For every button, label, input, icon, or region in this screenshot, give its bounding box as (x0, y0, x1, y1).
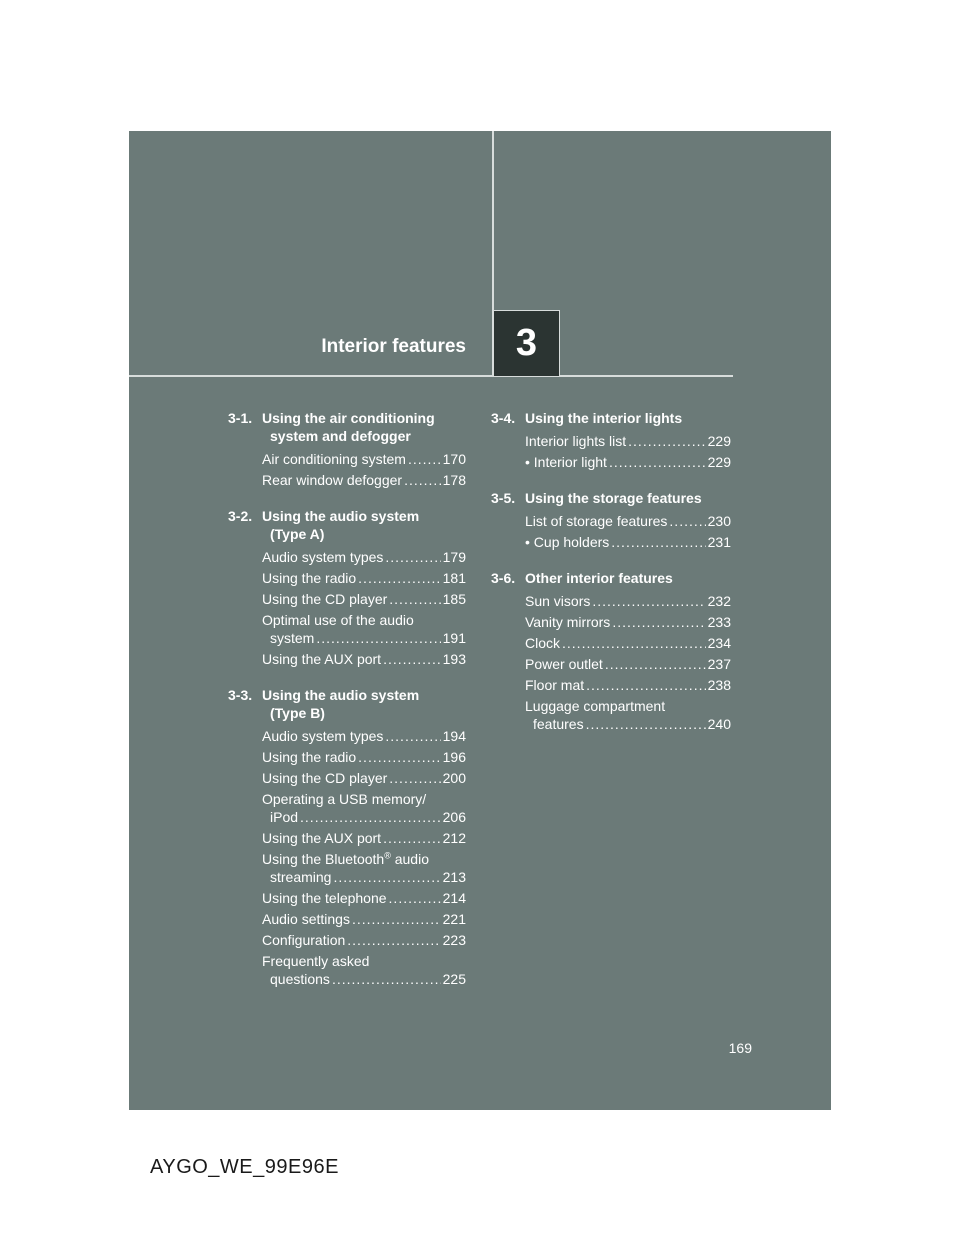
section-title (525, 569, 731, 587)
entry-page-number: 237 (707, 656, 731, 672)
toc-section (228, 409, 466, 489)
chapter-title: Interior features (321, 336, 466, 357)
entry-row (525, 533, 731, 551)
leader-dots (385, 727, 440, 745)
toc-right-column (491, 409, 731, 751)
leader-dots (389, 889, 441, 907)
entry-title: Power outlet (525, 656, 603, 672)
entry-page-number: 213 (442, 869, 466, 885)
section-title-line: Using the interior lights (525, 410, 683, 426)
entry-title: Audio system types (262, 728, 384, 744)
entry-page-number: 212 (442, 830, 466, 846)
entry-title: • Interior light (525, 454, 607, 470)
section-title-line: Other interior features (525, 570, 673, 586)
entry-row (262, 889, 466, 907)
entry-title: Sun visors (525, 593, 591, 609)
leader-dots (389, 590, 440, 608)
entry-page-number: 238 (707, 677, 731, 693)
entry-page-number: 229 (707, 433, 731, 449)
leader-dots (612, 613, 705, 631)
leader-dots (389, 769, 440, 787)
toc-entry[interactable] (262, 931, 466, 949)
toc-entry[interactable] (262, 569, 466, 587)
entry-title: questions (270, 971, 330, 987)
entry-title-part: Operating a USB memory/ (262, 791, 427, 807)
entry-title-part: Using the Bluetooth (262, 851, 385, 867)
leader-dots (611, 533, 705, 551)
leader-dots (592, 592, 705, 610)
section-heading (228, 409, 466, 445)
toc-entry[interactable] (262, 829, 466, 847)
entry-title: iPod (270, 809, 299, 825)
toc-section (491, 409, 731, 471)
entry-title: Vanity mirrors (525, 614, 611, 630)
leader-dots (609, 453, 706, 471)
entry-row (262, 650, 466, 668)
leader-dots (347, 931, 440, 949)
entry-title: Using the CD player (262, 591, 388, 607)
section-title (525, 409, 731, 427)
entry-page-number: 170 (442, 451, 466, 467)
toc-entry[interactable] (525, 533, 731, 551)
entry-title: Configuration (262, 932, 346, 948)
toc-entry[interactable] (262, 590, 466, 608)
toc-entry[interactable] (262, 889, 466, 907)
entry-page-number: 234 (707, 635, 731, 651)
entry-title-part: Luggage compartment (525, 698, 666, 714)
section-number: 3-3. (228, 687, 253, 703)
entry-page-number: 185 (442, 591, 466, 607)
leader-dots (404, 471, 441, 489)
entry-page-number: 229 (707, 454, 731, 470)
entry-page-number: 225 (442, 971, 466, 987)
entry-row (262, 727, 466, 745)
entry-page-number: 200 (442, 770, 466, 786)
registered-mark: ® (384, 850, 391, 861)
entry-page-number: 196 (442, 749, 466, 765)
entry-page-number: 223 (442, 932, 466, 948)
leader-dots (316, 629, 440, 647)
entry-page-number: 179 (442, 549, 466, 565)
toc-entry[interactable] (525, 655, 731, 673)
leader-dots (562, 634, 706, 652)
section-heading (491, 409, 731, 427)
toc-entry[interactable] (262, 850, 466, 886)
entry-title: system (270, 630, 315, 646)
leader-dots (383, 829, 441, 847)
section-heading (491, 569, 731, 587)
section-number: 3-2. (228, 508, 253, 524)
entry-page-number: 240 (707, 716, 731, 732)
entry-title-part: Frequently asked (262, 953, 370, 969)
toc-entry[interactable] (262, 727, 466, 745)
entry-title: Using the AUX port (262, 651, 382, 667)
toc-section (491, 489, 731, 551)
entry-row (262, 471, 466, 489)
entry-title: streaming (270, 869, 332, 885)
section-heading (491, 489, 731, 507)
entry-row (525, 715, 731, 733)
leader-dots (385, 548, 440, 566)
entry-title: Using the CD player (262, 770, 388, 786)
entry-page-number: 214 (442, 890, 466, 906)
entry-row (262, 910, 466, 928)
entry-title: Floor mat (525, 677, 585, 693)
entry-row (525, 613, 731, 631)
leader-dots (332, 970, 441, 988)
entry-page-number: 178 (442, 472, 466, 488)
leader-dots (628, 432, 705, 450)
entry-page-number: 206 (442, 809, 466, 825)
entry-title-line (525, 697, 731, 715)
entry-page-number: 233 (707, 614, 731, 630)
entry-row (262, 808, 466, 826)
toc-entry[interactable] (262, 471, 466, 489)
section-title-line: (Type B) (270, 705, 325, 721)
entry-title-line (262, 611, 466, 629)
entry-row (262, 748, 466, 766)
toc-entry[interactable] (525, 613, 731, 631)
entry-row (262, 769, 466, 787)
footer-code: AYGO_WE_99E96E (150, 1156, 339, 1178)
section-title-line: Using the storage features (525, 490, 702, 506)
toc-entry[interactable] (262, 769, 466, 787)
entry-title: List of storage features (525, 513, 668, 529)
leader-dots (358, 569, 440, 587)
leader-dots (586, 676, 706, 694)
section-number: 3-4. (491, 410, 516, 426)
entry-row (262, 629, 466, 647)
section-heading (228, 686, 466, 722)
toc-entry[interactable] (525, 512, 731, 530)
toc-entry[interactable] (525, 676, 731, 694)
entry-title: Using the AUX port (262, 830, 382, 846)
toc-entry[interactable] (262, 952, 466, 988)
toc-entry[interactable] (525, 634, 731, 652)
entry-title: Audio settings (262, 911, 350, 927)
entry-title: Interior lights list (525, 433, 627, 449)
entry-row (525, 634, 731, 652)
section-title-line: Using the air conditioning (262, 410, 435, 426)
toc-entry[interactable] (262, 611, 466, 647)
leader-dots (669, 512, 705, 530)
entry-page-number: 181 (442, 570, 466, 586)
entry-title: Audio system types (262, 549, 384, 565)
toc-entry[interactable] (262, 790, 466, 826)
entry-row (262, 590, 466, 608)
toc-entry[interactable] (262, 650, 466, 668)
page-number: 169 (728, 1040, 752, 1056)
entry-row (525, 512, 731, 530)
section-title (262, 409, 466, 445)
toc-entry[interactable] (262, 450, 466, 468)
section-title (262, 686, 466, 722)
toc-left-column (228, 409, 466, 1006)
entry-row (262, 931, 466, 949)
horizontal-rule (129, 375, 733, 377)
entry-row (262, 450, 466, 468)
chapter-number-tab (493, 310, 560, 376)
section-number: 3-5. (491, 490, 516, 506)
chapter-number: 3 (515, 322, 538, 364)
leader-dots (352, 910, 441, 928)
entry-row (262, 868, 466, 886)
toc-entry[interactable] (525, 432, 731, 450)
entry-title: Air conditioning system (262, 451, 406, 467)
entry-row (262, 548, 466, 566)
entry-row (525, 655, 731, 673)
section-title-line: (Type A) (270, 526, 325, 542)
leader-dots (333, 868, 440, 886)
toc-entry[interactable] (262, 748, 466, 766)
entry-row (525, 592, 731, 610)
entry-page-number: 221 (442, 911, 466, 927)
toc-entry[interactable] (262, 548, 466, 566)
leader-dots (605, 655, 706, 673)
section-title (262, 507, 466, 543)
entry-page-number: 194 (442, 728, 466, 744)
entry-title: Clock (525, 635, 561, 651)
section-title-line: Using the audio system (262, 508, 420, 524)
entry-title: Using the radio (262, 570, 357, 586)
toc-section (228, 686, 466, 988)
leader-dots (383, 650, 441, 668)
toc-entry[interactable] (262, 910, 466, 928)
toc-section (228, 507, 466, 668)
toc-entry[interactable] (525, 592, 731, 610)
entry-title: • Cup holders (525, 534, 610, 550)
leader-dots (586, 715, 706, 733)
entry-title-part: Optimal use of the audio (262, 612, 414, 628)
section-title-line: Using the audio system (262, 687, 420, 703)
section-number: 3-6. (491, 570, 516, 586)
toc-section (491, 569, 731, 733)
entry-title-line (262, 790, 466, 808)
entry-row (262, 829, 466, 847)
entry-title: Using the radio (262, 749, 357, 765)
section-heading (228, 507, 466, 543)
section-title (525, 489, 731, 507)
entry-page-number: 191 (442, 630, 466, 646)
toc-entry[interactable] (525, 697, 731, 733)
leader-dots (408, 450, 441, 468)
entry-page-number: 231 (707, 534, 731, 550)
entry-title: Using the telephone (262, 890, 387, 906)
entry-title-line (262, 850, 466, 868)
entry-row (525, 453, 731, 471)
entry-title: Rear window defogger (262, 472, 403, 488)
section-title-line: system and defogger (270, 428, 411, 444)
leader-dots (300, 808, 441, 826)
entry-row (525, 676, 731, 694)
entry-page-number: 232 (707, 593, 731, 609)
entry-row (525, 432, 731, 450)
entry-title: features (533, 716, 584, 732)
entry-row (262, 970, 466, 988)
section-number: 3-1. (228, 410, 253, 426)
entry-page-number: 230 (707, 513, 731, 529)
entry-title-part: audio (390, 851, 429, 867)
entry-row (262, 569, 466, 587)
leader-dots (358, 748, 440, 766)
entry-title-line (262, 952, 466, 970)
toc-entry[interactable] (525, 453, 731, 471)
entry-page-number: 193 (442, 651, 466, 667)
